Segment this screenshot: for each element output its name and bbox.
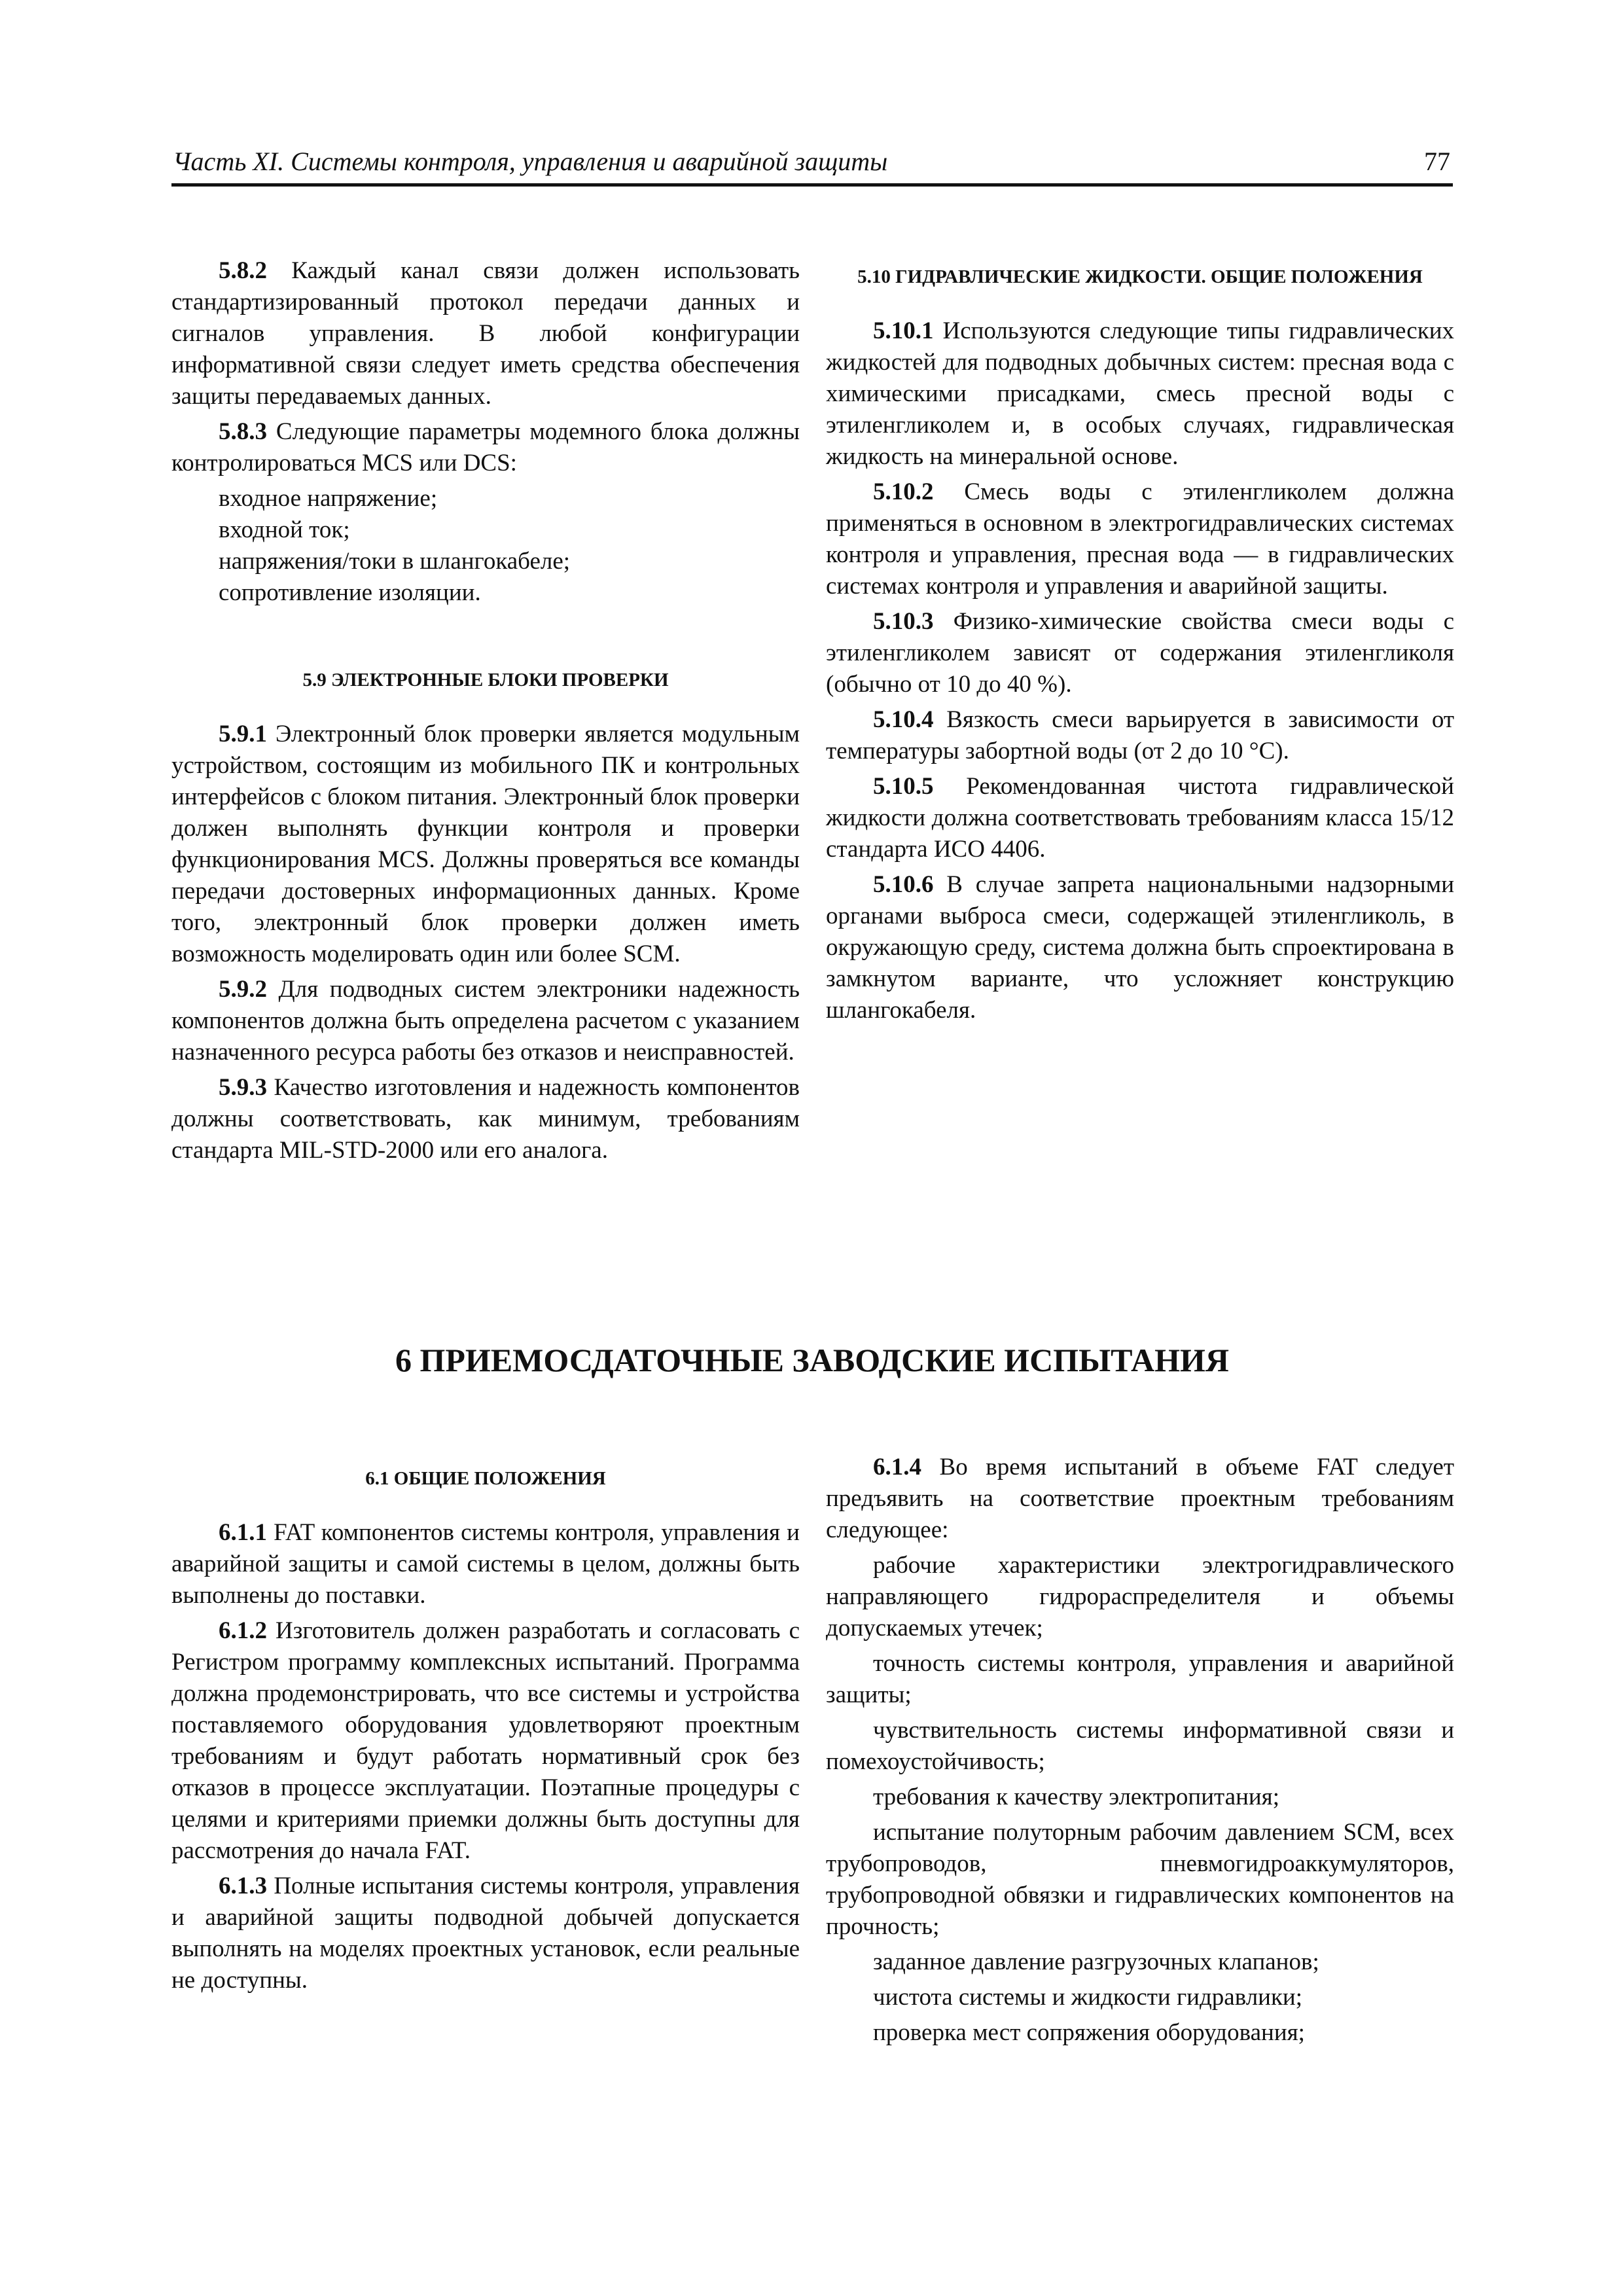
clause-number: 5.8.3: [219, 418, 267, 445]
section-heading-6-1: 6.1 ОБЩИЕ ПОЛОЖЕНИЯ: [365, 1468, 606, 1489]
paragraph-text: Смесь воды с этиленгликолем должна применяться в основном в электрогидравлических системах контроля и управления, пресная вода — в гидравлических системах контроля и управления и аварийной защиты.: [826, 478, 1454, 600]
paragraph-text: Физико-химические свойства смеси воды с этиленгликолем зависят от содержания этиленгликоля (обычно от 10 до 40 %).: [826, 608, 1454, 698]
paragraph-5-9-2: [171, 974, 800, 1068]
paragraph-5-10-1: [826, 315, 1454, 473]
paragraph-text: В случае запрета национальными надзорными органами выброса смеси, содержащей этиленгликоль, в окружающую среду, система должна быть спроектирована в замкнутом варианте, что усложняет конструкцию шлангокабеля.: [826, 871, 1454, 1024]
paragraph-5-10-4: [826, 704, 1454, 767]
paragraph-text: Используются следующие типы гидравлических жидкостей для подводных добычных систем: пресная вода с химическими присадками, смесь пресной воды с этиленгликолем и, в особых случаях, гидравлическая жидкость на минеральной основе.: [826, 317, 1454, 470]
clause-number: 5.10.2: [873, 478, 934, 505]
paragraph-text: Во время испытаний в объеме FAT следует предъявить на соответствие проектным требованиям следующее:: [826, 1454, 1454, 1543]
paragraph-text: Рекомендованная чистота гидравлической жидкости должна соответствовать требованиям класса 15/12 стандарта ИСО 4406.: [826, 773, 1454, 863]
paragraph-5-10-2: [826, 476, 1454, 602]
paragraph-5-10-5: [826, 771, 1454, 865]
clause-number: 5.10.4: [873, 706, 934, 733]
paragraph-5-10-6: [826, 869, 1454, 1026]
clause-number: 5.10.5: [873, 773, 934, 800]
section-heading-5-10: 5.10 ГИДРАВЛИЧЕСКИЕ ЖИДКОСТИ. ОБЩИЕ ПОЛОЖЕНИЯ: [857, 266, 1423, 287]
list-item: проверка мест сопряжения оборудования;: [873, 2019, 1305, 2046]
paragraph-5-8-3: [171, 416, 800, 479]
clause-number: 6.1.2: [219, 1617, 267, 1644]
paragraph-text: Следующие параметры модемного блока должны контролироваться MCS или DCS:: [171, 418, 800, 476]
list-item: требования к качеству электропитания;: [873, 1784, 1279, 1810]
clause-number: 5.10.6: [873, 871, 934, 898]
chapter-heading: 6 ПРИЕМОСДАТОЧНЫЕ ЗАВОДСКИЕ ИСПЫТАНИЯ: [395, 1342, 1230, 1378]
paragraph-5-8-2: [171, 255, 800, 412]
paragraph-text: Для подводных систем электроники надежность компонентов должна быть определена расчетом с указанием назначенного ресурса работы без отказов и неисправностей.: [171, 976, 800, 1066]
clause-number: 5.10.1: [873, 317, 934, 344]
paragraph-text: Изготовитель должен разработать и согласовать с Регистром программу комплексных испытаний. Программа должна продемонстрировать, что все системы и устройства поставляемого оборудования удовлетворяют проектным требованиям и будут работать нормативный срок без отказов в процессе эксплуатации. Поэтапные процедуры с целями и критериями приемки должны быть доступны для рассмотрения до начала FAT.: [171, 1617, 800, 1864]
column-bottom-left: [171, 1465, 800, 2000]
clause-number: 5.9.1: [219, 721, 267, 747]
header-title: Часть XI. Системы контроля, управления и аварийной защиты: [173, 147, 888, 176]
section-heading-5-9: 5.9 ЭЛЕКТРОННЫЕ БЛОКИ ПРОВЕРКИ: [302, 670, 669, 691]
clause-number: 6.1.4: [873, 1454, 921, 1480]
list-item: заданное давление разгрузочных клапанов;: [873, 1948, 1319, 1975]
list-item: сопротивление изоляции.: [219, 579, 481, 606]
list-item: напряжения/токи в шлангокабеле;: [219, 548, 571, 575]
paragraph-5-9-3: [171, 1072, 800, 1166]
paragraph-5-10-3: [826, 606, 1454, 700]
list-item: точность системы контроля, управления и аварийной защиты;: [826, 1650, 1454, 1708]
column-top-right: [826, 263, 1454, 1030]
clause-number: 6.1.1: [219, 1519, 267, 1546]
clause-number: 6.1.3: [219, 1873, 267, 1899]
running-header: [171, 145, 1453, 187]
page-number: 77: [1424, 147, 1450, 176]
list-item: рабочие характеристики электрогидравлического направляющего гидрораспределителя и объемы допускаемых утечек;: [826, 1552, 1454, 1641]
column-top-left: [171, 255, 800, 1170]
clause-number: 5.8.2: [219, 257, 267, 284]
paragraph-text: Качество изготовления и надежность компонентов должны соответствовать, как минимум, требованиям стандарта MIL-STD-2000 или его аналога.: [171, 1074, 800, 1164]
column-bottom-right: [826, 1452, 1454, 2053]
clause-number: 5.9.2: [219, 976, 267, 1003]
list-item: входной ток;: [219, 516, 350, 543]
list-item: входное напряжение;: [219, 485, 438, 512]
paragraph-6-1-1: [171, 1517, 800, 1611]
paragraph-text: Полные испытания системы контроля, управления и аварийной защиты подводной добычей допускается выполнять на моделях проектных установок, если реальные не доступны.: [171, 1873, 800, 1994]
clause-number: 5.9.3: [219, 1074, 267, 1101]
list-item: испытание полуторным рабочим давлением SCM, всех трубопроводов, пневмогидроаккумуляторов, трубопроводной обвязки и гидравлических компонентов на прочность;: [826, 1819, 1454, 1940]
paragraph-5-9-1: [171, 719, 800, 970]
paragraph-text: Вязкость смеси варьируется в зависимости от температуры забортной воды (от 2 до 10 °C).: [826, 706, 1454, 764]
clause-number: 5.10.3: [873, 608, 934, 635]
paragraph-6-1-2: [171, 1615, 800, 1867]
list-item: чувствительность системы информативной связи и помехоустойчивость;: [826, 1717, 1454, 1775]
paragraph-6-1-3: [171, 1871, 800, 1996]
paragraph-text: Электронный блок проверки является модульным устройством, состоящим из мобильного ПК и контрольных интерфейсов с блоком питания. Электронный блок проверки должен выполнять функции контроля и проверки функционирования MCS. Должны проверяться все команды передачи достоверных информационных данных. Кроме того, электронный блок проверки должен иметь возможность моделировать один или более SCM.: [171, 721, 800, 967]
paragraph-text: Каждый канал связи должен использовать стандартизированный протокол передачи данных и сигналов управления. В любой конфигурации информативной связи следует иметь средства обеспечения защиты передаваемых данных.: [171, 257, 800, 410]
paragraph-text: FAT компонентов системы контроля, управления и аварийной защиты и самой системы в целом, должны быть выполнены до поставки.: [171, 1519, 800, 1609]
paragraph-6-1-4: [826, 1452, 1454, 1546]
list-item: чистота системы и жидкости гидравлики;: [873, 1984, 1303, 2011]
